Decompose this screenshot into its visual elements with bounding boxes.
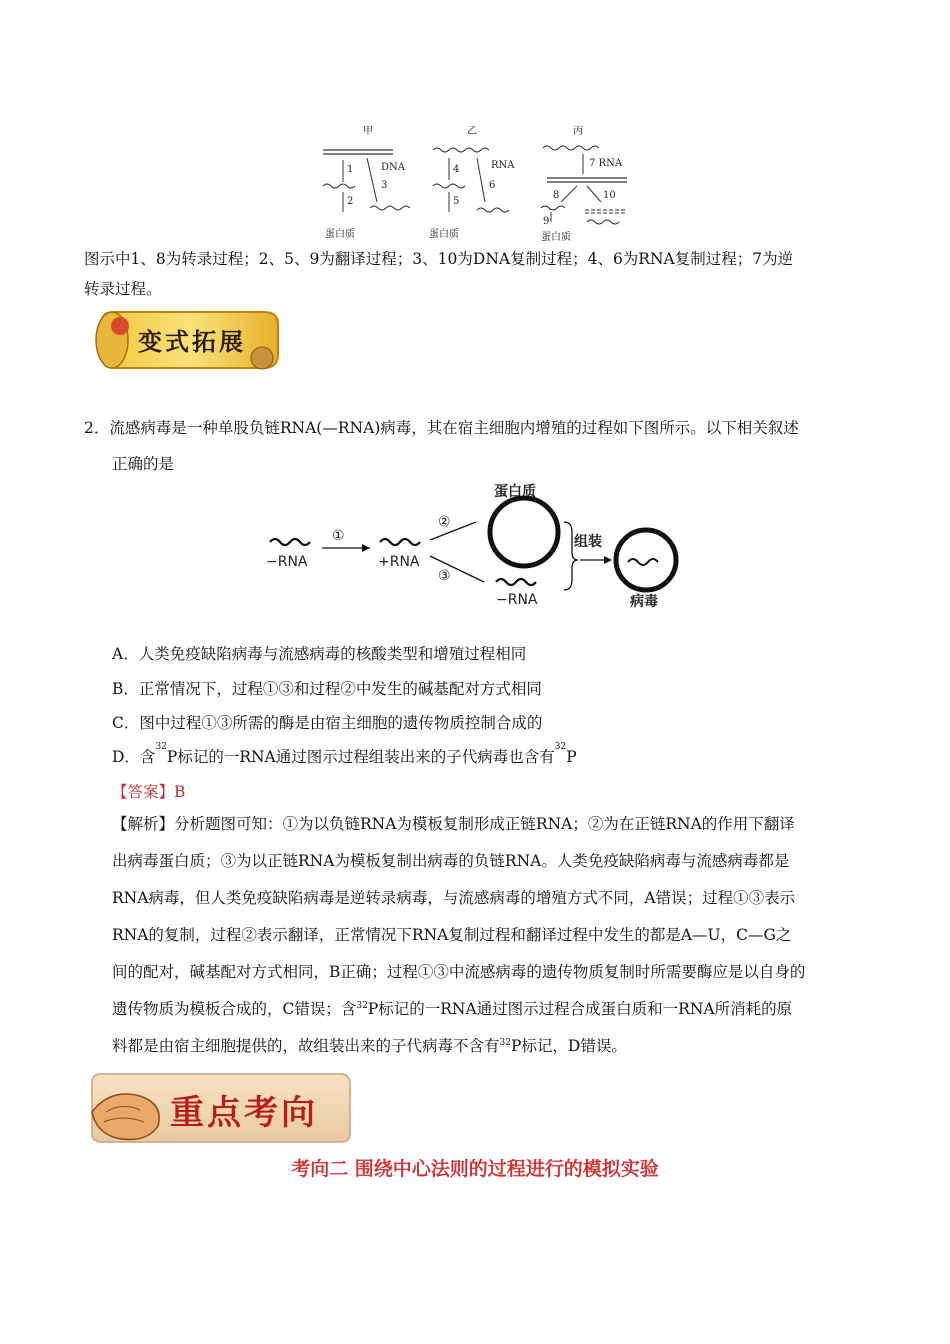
question-line: 正确的是 [112, 455, 175, 473]
caption-line: 图示中1、8为转录过程；2、5、9为翻译过程；3、10为DNA复制过程；4、6为RNA复制过程；7为逆 [84, 250, 794, 268]
influenza-replication-figure [262, 478, 692, 613]
option-c: C．图中过程①③所需的酶是由宿主细胞的遗传物质控制合成的 [112, 714, 543, 732]
product-label: 蛋白质 [325, 229, 355, 240]
label: 1 [347, 164, 354, 175]
explanation-line: RNA病毒，但人类免疫缺陷病毒是逆转录病毒，与流感病毒的增殖方式不同，A错误；过程①③表示 [112, 889, 796, 907]
explanation-line: RNA的复制，过程②表示翻译，正常情况下RNA复制过程和翻译过程中发生的都是A—U，C—G之 [112, 926, 792, 944]
arrow [587, 186, 601, 202]
protein-label: 蛋白质 [494, 484, 536, 500]
banner-title: 重点考向 [170, 1093, 318, 1133]
label: 7 RNA [589, 158, 623, 169]
coin-icon [251, 347, 273, 369]
brace [564, 522, 578, 590]
label: RNA [491, 160, 515, 171]
panel-title-jia: 甲 [363, 126, 373, 137]
rna-wave [433, 184, 465, 188]
product-label: 蛋白质 [541, 232, 571, 243]
arrowhead [362, 544, 370, 552]
answer-label: 【答案】B [112, 783, 186, 801]
dna-strand [547, 178, 627, 182]
panel-title-bing: 丙 [573, 126, 583, 137]
figure-caption [84, 244, 793, 304]
minus-rna-label: −RNA [496, 592, 538, 608]
protein-ring [490, 498, 558, 566]
arrowhead [604, 556, 612, 564]
label: 6 [489, 180, 496, 191]
label: 8 [553, 190, 560, 201]
minus-rna-wave [496, 579, 536, 585]
minus-rna-wave [270, 539, 310, 545]
step1-label: ① [332, 528, 345, 544]
arrow [561, 186, 577, 202]
arrow [477, 158, 485, 202]
banner-key-direction [86, 1068, 356, 1148]
caption-line: 转录过程。 [84, 280, 162, 298]
dna-strand [585, 210, 625, 213]
step2-label: ② [438, 514, 451, 530]
virus-ring [616, 530, 676, 590]
product-label: 蛋白质 [429, 229, 459, 240]
minus-rna-label: −RNA [266, 554, 308, 570]
banner-title: 变式拓展 [138, 327, 246, 356]
explanation-line: 遗传物质为模板合成的，C错误；含$^{32}$P标记的一RNA通过图示过程合成蛋白质和一RNA所消耗的原 [112, 1000, 793, 1018]
panel-title-yi: 乙 [467, 126, 477, 137]
step3-label: ③ [438, 568, 451, 584]
label: DNA [381, 162, 405, 173]
plus-rna-label: +RNA [378, 554, 420, 570]
explanation-line: 间的配对，碱基配对方式相同，B正确；过程①③中流感病毒的遗传物质复制时所需要酶应是以自身的 [112, 963, 806, 981]
arrow [430, 522, 476, 540]
label: 2 [347, 196, 354, 207]
question-line: 2．流感病毒是一种单股负链RNA(—RNA)病毒，其在宿主细胞内增殖的过程如下图所示。以下相关叙述 [84, 419, 799, 437]
rna-wave [587, 220, 619, 224]
rna-wave [543, 146, 599, 150]
section-heading: 考向二 围绕中心法则的过程进行的模拟实验 [291, 1158, 659, 1180]
plus-rna-wave [380, 539, 420, 545]
rna-wave [323, 184, 355, 188]
label: 4 [453, 164, 460, 175]
option-b: B．正常情况下，过程①③和过程②中发生的碱基配对方式相同 [112, 680, 542, 698]
rna-wave [433, 148, 489, 152]
option-a: A．人类免疫缺陷病毒与流感病毒的核酸类型和增殖过程相同 [112, 645, 527, 663]
banner-variant-extension [88, 302, 288, 382]
option-d: D．含$^{32}$P标记的一RNA通过图示过程组装出来的子代病毒也含有$^{32}$P [112, 742, 577, 766]
label: 3 [381, 180, 388, 191]
explanation-line: 【解析】分析题图可知：①为以负链RNA为模板复制形成正链RNA；②为在正链RNA的作用下翻译 [112, 815, 795, 833]
virus-rna-wave [628, 559, 658, 565]
label: 9 [543, 216, 550, 227]
arrow [367, 158, 377, 202]
virus-label: 病毒 [630, 594, 658, 610]
central-dogma-figure [315, 120, 635, 245]
label: 5 [453, 196, 460, 207]
explanation-line: 料都是由宿主细胞提供的，故组装出来的子代病毒不含有$^{32}$P标记，D错误。 [112, 1037, 627, 1055]
rna-wave [541, 206, 565, 210]
explanation [112, 806, 882, 1065]
assemble-label: 组装 [574, 534, 602, 550]
flower-icon [111, 317, 129, 335]
rna-wave [477, 208, 509, 212]
dna-strand [323, 150, 393, 154]
label: 10 [603, 190, 616, 201]
explanation-line: 出病毒蛋白质；③为以正链RNA为模板复制出病毒的负链RNA。人类免疫缺陷病毒与流感病毒都是 [112, 852, 790, 870]
dna-wave [370, 206, 410, 210]
